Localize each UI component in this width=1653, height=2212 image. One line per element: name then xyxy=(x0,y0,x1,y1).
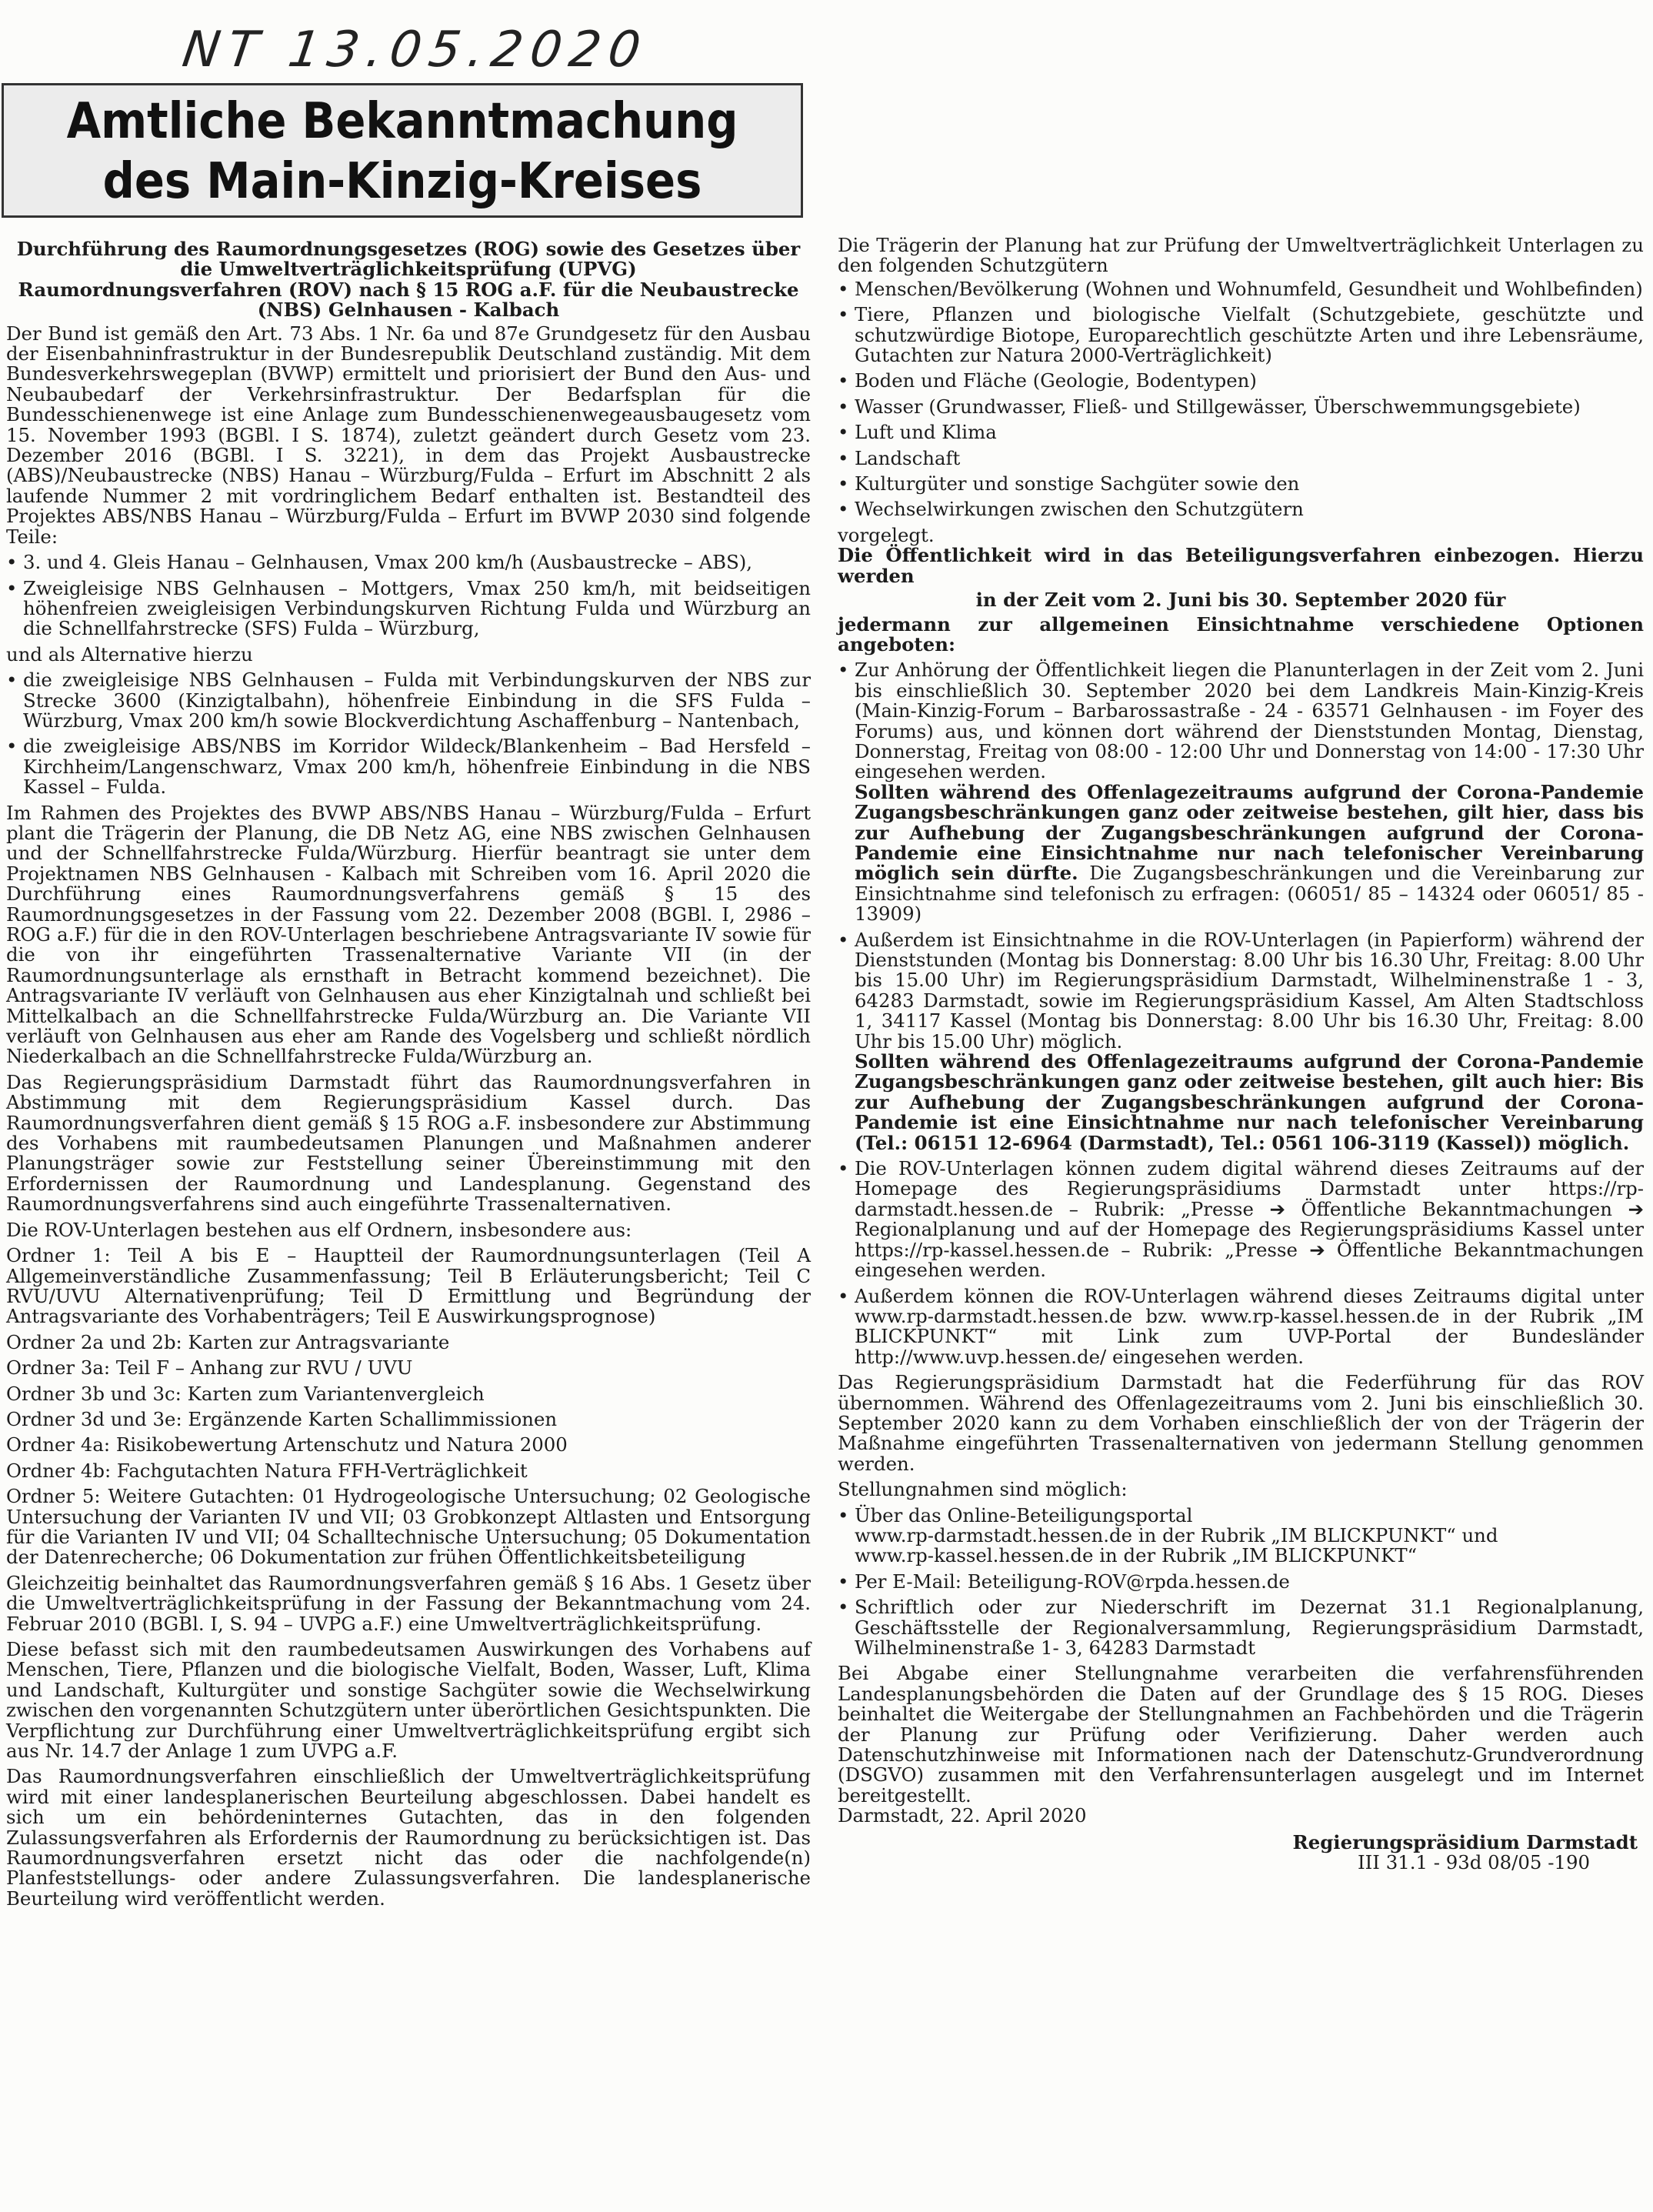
corona-notice-bold: Sollten während des Offenlagezeitraums aufgrund der Corona-Pandemie Zugangsbeschränkungen ganz oder zeitweise bestehen, gilt hier, dass bis zur Aufhebung der Zugangsbeschränkungen aufgrund der Corona-Pandemie eine Einsichtnahme nur nach telefonischer Vereinbarung möglich sein dürfte. xyxy=(855,780,1644,885)
folder-item: Ordner 2a und 2b: Karten zur Antragsvariante xyxy=(6,1330,450,1353)
issue-date: Darmstadt, 22. April 2020 xyxy=(838,1804,1087,1827)
list-item: • die zweigleisige ABS/NBS im Korridor Wildeck/Blankenheim – Bad Hersfeld – Kirchheim/Langenschwarz, Vmax 200 km/h, höhenfreie Einbindung in die NBS Kassel – Fulda. xyxy=(6,736,811,797)
right-column xyxy=(838,235,1644,1873)
alternatives-list xyxy=(6,670,811,797)
paragraph-rp-darmstadt: Das Regierungspräsidium Darmstadt führt das Raumordnungsverfahren in Abstimmung mit dem Regierungspräsidium Kassel durch. Das Raumordnungsverfahren dient gemäß § 15 ROG a.F. insbesondere zur Abstimmung des Vorhabens mit raumbedeutsamen Planungen und Maßnahmen anderer Planungsträger sowie zur Feststellung seiner Übereinstimmung mit den Erfordernissen der Raumordnung und Landesplanung. Gegenstand des Raumordnungsverfahrens sind auch eingeführte Trassenalternativen. xyxy=(6,1070,811,1216)
statements-heading: Stellungnahmen sind möglich: xyxy=(838,1478,1128,1501)
paragraph-uvp: Gleichzeitig beinhaltet das Raumordnungsverfahren gemäß § 16 Abs. 1 Gesetz über die Umweltverträglichkeitsprüfung in der Fassung der Bekanntmachung vom 24. Februar 2010 (BGBl. I, S. 94 – UVPG a.F.) eine Umweltverträglichkeitsprüfung. xyxy=(6,1571,811,1635)
list-item: • Schriftlich oder zur Niederschrift im Dezernat 31.1 Regionalplanung, Geschäftsstelle der Regionalversammlung, Regierungspräsidium Darmstadt, Wilhelminenstraße 1- 3, 64283 Darmstadt xyxy=(838,1597,1644,1658)
list-item: • die zweigleisige NBS Gelnhausen – Fulda mit Verbindungskurven der NBS zur Strecke 3600 (Kinzigtalbahn), höhenfreie Einbindung in die SFS Fulda – Würzburg, Vmax 200 km/h sowie Blockverdichtung Aschaffenburg – Nantenbach, xyxy=(6,670,811,731)
list-item: • Menschen/Bevölkerung (Wohnen und Wohnumfeld, Gesundheit und Wohlbefinden) xyxy=(838,279,1644,299)
list-item: • Per E-Mail: Beteiligung-ROV@rpda.hessen.de xyxy=(838,1572,1644,1592)
option-text: Zur Anhörung der Öffentlichkeit liegen die Planunterlagen in der Zeit vom 2. Juni bis einschließlich 30. September 2020 bei dem Landkreis Main-Kinzig-Kreis (Main-Kinzig-Forum – Barbarossastraße - 24 - 63571 Gelnhausen - im Foyer des Forums) aus, und können dort während der Dienststunden Montag, Dienstag, Donnerstag, Freitag von 08:00 - 12:00 Uhr und Donnerstag von 14:00 - 17:30 Uhr eingesehen werden. xyxy=(855,659,1644,783)
folder-item: Ordner 3b und 3c: Karten zum Variantenvergleich xyxy=(6,1382,485,1405)
folder-item: Ordner 3a: Teil F – Anhang zur RVU / UVU xyxy=(6,1356,413,1380)
alternative-label: und als Alternative hierzu xyxy=(6,642,253,666)
submitted-label: vorgelegt. xyxy=(838,523,935,546)
signer: Regierungspräsidium Darmstadt xyxy=(1292,1830,1638,1853)
list-item: • Tiere, Pflanzen und biologische Vielfalt (Schutzgebiete, geschützte und schutzwürdige Biotope, Europarechtlich geschützte Arten und ihre Lebensräume, Gutachten zur Natura 2000-Verträglichkeit) xyxy=(838,305,1644,365)
link-rp-darmstadt: www.rp-darmstadt.hessen.de in der Rubrik „IM BLICKPUNKT“ und xyxy=(855,1523,1498,1546)
digital-options-list xyxy=(838,1159,1644,1367)
handwritten-date-note: NT 13.05.2020 xyxy=(178,22,652,78)
list-item: • Wasser (Grundwasser, Fließ- und Stillgewässer, Überschwemmungsgebiete) xyxy=(838,397,1644,417)
subheading-law: Durchführung des Raumordnungsgesetzes (ROG) sowie des Gesetzes über die Umweltverträglichkeitsprüfung (UPVG) xyxy=(16,238,801,281)
paragraph-intro: Der Bund ist gemäß den Art. 73 Abs. 1 Nr. 6a und 87e Grundgesetz für den Ausbau der Eisenbahninfrastruktur in der Bundesrepublik Deutschland zuständig. Mit dem Bundesverkehrswegeplan (BVWP) ermittelt und priorisiert der Bund den Aus- und Neubaubedarf der Verkehrsinfrastruktur. Der Bedarfsplan für die Bundesschienenwege ist eine Anlage zum Bundesschienenwegeausbaugesetz vom 15. November 1993 (BGBl. I S. 1874), zuletzt geändert durch Gesetz vom 23. Dezember 2016 (BGBl. I S. 3221), in dem das Projekt Ausbaustrecke (ABS)/Neubaustrecke (NBS) Hanau – Würzburg/Fulda – Erfurt im Abschnitt 2 als laufende Nummer 2 mit vordringlichem Bedarf enthalten ist. Bestandteil des Projektes ABS/NBS Hanau – Würzburg/Fulda – Erfurt im BVWP 2030 sind folgende Teile: xyxy=(6,322,811,548)
corona-notice-rp: Sollten während des Offenlagezeitraums aufgrund der Corona-Pandemie Zugangsbeschränkungen ganz oder zeitweise bestehen, gilt auch hier: Bis zur Aufhebung der Zugangsbeschränkungen aufgrund der Corona-Pandemie ist eine Einsichtnahme nur nach telefonischer Vereinbarung (Tel.: 06151 12-6964 (Darmstadt), Tel.: 0561 106-3119 (Kassel)) möglich. xyxy=(855,1050,1644,1154)
page-title: Amtliche Bekanntmachung des Main-Kinzig-Kreises xyxy=(66,93,738,210)
list-item: • Luft und Klima xyxy=(838,422,1644,442)
list-item xyxy=(838,660,1644,782)
inspection-options-list-2 xyxy=(838,930,1644,1052)
folder-item: Ordner 5: Weitere Gutachten: 01 Hydrogeologische Untersuchung; 02 Geologische Untersuchung der Varianten IV und VII; 03 Grobkonzept Altlasten und Entsorgung für die Varianten IV und VII; 04 Schalltechnische Untersuchung; 05 Dokumentation der Datenrecherche; 06 Dokumentation zur frühen Öffentlichkeitsbeteiligung xyxy=(6,1485,811,1569)
link-rp-kassel: www.rp-kassel.hessen.de in der Rubrik „IM BLICKPUNKT“ xyxy=(855,1544,1418,1567)
statement-methods-list xyxy=(838,1503,1644,1659)
reference-number: III 31.1 - 93d 08/05 -190 xyxy=(1358,1851,1590,1874)
paragraph-conclusion: Das Raumordnungsverfahren einschließlich der Umweltverträglichkeitsprüfung wird mit einer landesplanerischen Beurteilung abgeschlossen. Dabei handelt es sich um ein behördeninternes Gutachten, das in den folgenden Zulassungsverfahren als Erfordernis der Raumordnung zu berücksichtigen ist. Das Raumordnungsverfahren ersetzt nicht das oder die nachfolgende(n) Planfeststellungs- oder andere Zulassungsverfahren. Die landesplanerische Beurteilung wird veröffentlicht werden. xyxy=(6,1765,811,1910)
subheading-procedure: Raumordnungsverfahren (ROV) nach § 15 ROG a.F. für die Neubaustrecke (NBS) Gelnhausen - Kalbach xyxy=(18,278,799,322)
inspection-options-list xyxy=(838,660,1644,782)
title-box xyxy=(2,83,803,218)
list-item: • Zweigleisige NBS Gelnhausen – Mottgers, Vmax 250 km/h, mit beidseitigen höhenfreien zweigleisigen Verbindungskurven Richtung Fulda und Würzburg an die Schnellfahrstrecke (SFS) Fulda – Würzburg, xyxy=(6,579,811,639)
corona-notice-contact: Die Zugangsbeschränkungen und die Vereinbarung zur Einsichtnahme sind telefonisch zu erfragen: (06051/ 85 – 14324 oder 06051/ 85 - 13909) xyxy=(855,862,1645,926)
paragraph-lead-authority: Das Regierungspräsidium Darmstadt hat die Federführung für das ROV übernommen. Während des Offenlagezeitraums vom 2. Juni bis einschließlich 30. September 2020 kann zu dem Vorhaben einschließlich der von der Trägerin der Maßnahme eingeführten Trassenalternativen von jedermann Stellung genommen werden. xyxy=(838,1371,1644,1475)
list-item: • 3. und 4. Gleis Hanau – Gelnhausen, Vmax 200 km/h (Ausbaustrecke – ABS), xyxy=(6,552,811,572)
inspection-options-heading: jedermann zur allgemeinen Einsichtnahme verschiedene Optionen angeboten: xyxy=(838,612,1644,656)
list-item: • Wechselwirkungen zwischen den Schutzgütern xyxy=(838,499,1644,519)
folder-item: Ordner 1: Teil A bis E – Hauptteil der Raumordnungsunterlagen (Teil A Allgemeinverständliche Zusammenfassung; Teil B Erläuterungsbericht; Teil C RVU/UVU Alternativenprüfung; Teil D Ermittlung und Begründung der Antragsvariante des Vorhabenträgers; Teil E Auswirkungsprognose) xyxy=(6,1244,811,1328)
project-parts-list xyxy=(6,552,811,639)
participation-period: in der Zeit vom 2. Juni bis 30. September 2020 für xyxy=(975,589,1506,612)
corona-notice-gelnhausen xyxy=(838,782,1644,925)
list-item: • Außerdem ist Einsichtnahme in die ROV-Unterlagen (in Papierform) während der Dienststunden (Montag bis Donnerstag: 8.00 Uhr bis 16.30 Uhr, Freitag: 8.00 Uhr bis 15.00 Uhr) im Regierungspräsidium Darmstadt, Wilhelminenstraße 1 - 3, 64283 Darmstadt, sowie im Regierungspräsidium Kassel, Am Alten Stadtschloss 1, 34117 Kassel (Montag bis Donnerstag: 8.00 Uhr bis 16.30 Uhr, Freitag: 8.00 Uhr bis 15.00 Uhr) möglich. xyxy=(838,930,1644,1052)
list-item: • Die ROV-Unterlagen können zudem digital während dieses Zeitraums auf der Homepage des Regierungspräsidiums Darmstadt unter https://rp-darmstadt.hessen.de – Rubrik: „Presse ➔ Öffentliche Bekanntmachungen ➔ Regionalplanung und auf der Homepage des Regierungspräsidiums Kassel unter https://rp-kassel.hessen.de – Rubrik: „Presse ➔ Öffentliche Bekanntmachungen eingesehen werden. xyxy=(838,1159,1644,1280)
folder-item: Ordner 4a: Risikobewertung Artenschutz und Natura 2000 xyxy=(6,1433,568,1456)
public-participation-notice: Die Öffentlichkeit wird in das Beteiligungsverfahren einbezogen. Hierzu werden xyxy=(838,544,1644,587)
list-item: • Kulturgüter und sonstige Sachgüter sowie den xyxy=(838,474,1644,494)
list-item: • Landschaft xyxy=(838,449,1644,469)
protected-goods-list xyxy=(838,279,1644,520)
list-item: • Boden und Fläche (Geologie, Bodentypen) xyxy=(838,371,1644,391)
method-online: Über das Online-Beteiligungsportal xyxy=(855,1503,1193,1526)
paragraph-folders-intro: Die ROV-Unterlagen bestehen aus elf Ordnern, insbesondere aus: xyxy=(6,1218,632,1241)
paragraph-env-docs: Die Trägerin der Planung hat zur Prüfung der Umweltverträglichkeit Unterlagen zu den folgenden Schutzgütern xyxy=(838,234,1644,277)
paragraph-data-protection: Bei Abgabe einer Stellungnahme verarbeiten die verfahrensführenden Landesplanungsbehörden die Daten auf der Grundlage des § 15 ROG. Dieses beinhaltet die Weitergabe der Stellungnahmen an Fachbehörden und die Trägerin der Planung zur Prüfung oder Verifizierung. Daher werden auch Datenschutzhinweise mit Informationen nach der Datenschutz-Grundverordnung (DSGVO) zusammen mit den Verfahrensunterlagen ausgelegt und im Internet bereitgestellt. xyxy=(838,1662,1644,1807)
left-column xyxy=(6,239,811,1909)
paragraph-effects: Diese befasst sich mit den raumbedeutsamen Auswirkungen des Vorhabens auf Menschen, Tiere, Pflanzen und die biologische Vielfalt, Boden, Wasser, Luft, Klima und Landschaft, Kulturgüter und sonstige Sachgüter sowie die Wechselwirkung zwischen den vorgenannten Schutzgütern unter überörtlichen Gesichtspunkten. Die Verpflichtung zur Durchführung einer Umweltverträglichkeitsprüfung ergibt sich aus Nr. 14.7 der Anlage 1 zum UVPG a.F. xyxy=(6,1638,811,1763)
list-item: • Außerdem können die ROV-Unterlagen während dieses Zeitraums digital unter www.rp-darmstadt.hessen.de bzw. www.rp-kassel.hessen.de in der Rubrik „IM BLICKPUNKT“ mit Link zum UVP-Portal der Bundesländer http://www.uvp.hessen.de/ eingesehen werden. xyxy=(838,1286,1644,1368)
list-item xyxy=(838,1503,1644,1567)
folder-item: Ordner 3d und 3e: Ergänzende Karten Schallimmissionen xyxy=(6,1407,558,1430)
paragraph-planning: Im Rahmen des Projektes des BVWP ABS/NBS Hanau – Würzburg/Fulda – Erfurt plant die Trägerin der Planung, die DB Netz AG, eine NBS zwischen Gelnhausen und der Schnellfahrstrecke Fulda/Würzburg. Hierfür beantragt sie unter dem Projektnamen NBS Gelnhausen - Kalbach mit Schreiben vom 16. April 2020 die Durchführung eines Raumordnungsverfahrens gemäß § 15 des Raumordnungsgesetzes in der Fassung vom 22. Dezember 2008 (BGBl. I, 2986 – ROG a.F.) für die in den ROV-Unterlagen beschriebene Antragsvariante IV sowie für die von ihr eingeführten Trassenalternative Variante VII (in der Raumordnungsunterlage als ernsthaft in Betracht kommend bezeichnet). Die Antragsvariante IV verläuft von Gelnhausen aus eher Kinzigtalnah und schließt bei Mittelkalbach an die Schnellfahrstrecke Fulda/Würzburg an. Die Variante VII verläuft von Gelnhausen aus eher am Rande des Vogelsberg und schließt nördlich Niederkalbach an die Schnellfahrstrecke Fulda/Würzburg an. xyxy=(6,801,811,1068)
folder-item: Ordner 4b: Fachgutachten Natura FFH-Verträglichkeit xyxy=(6,1459,528,1482)
